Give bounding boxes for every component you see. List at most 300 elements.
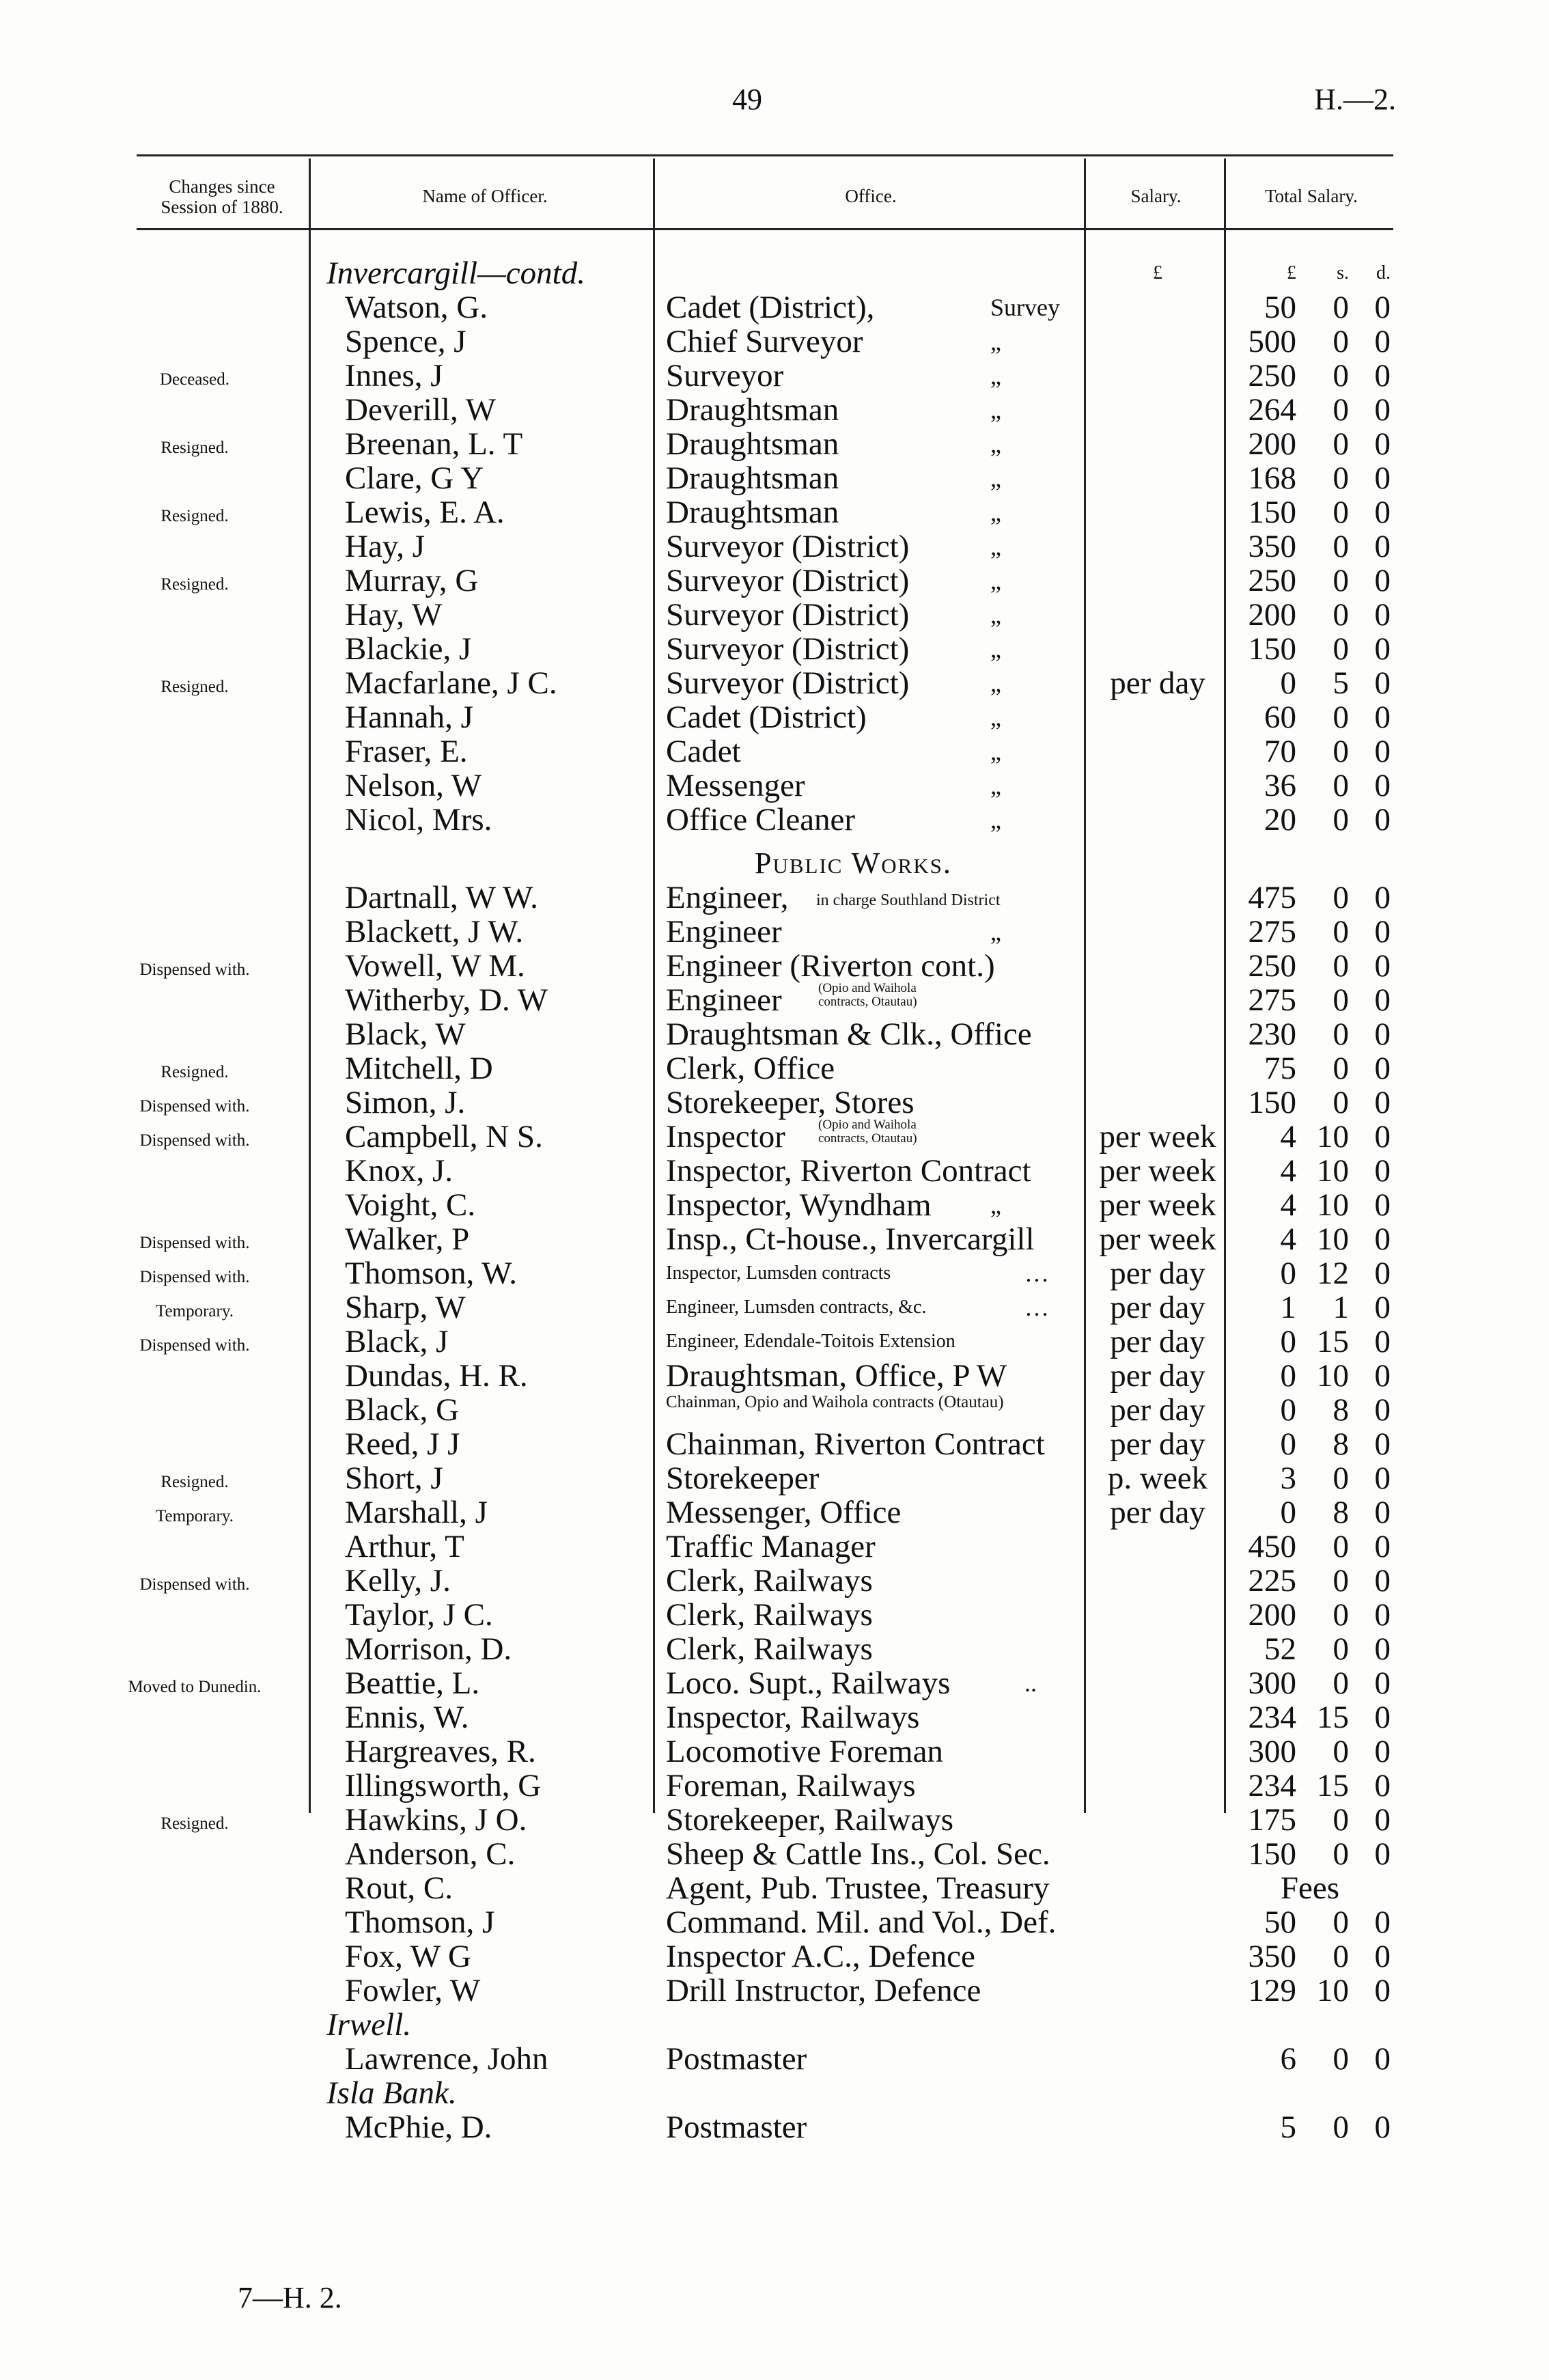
table-row — [0, 1222, 1549, 1256]
total-pounds: 450 — [1248, 1529, 1296, 1564]
total-pounds: 0 — [1280, 665, 1296, 701]
total-pence: 0 — [1374, 1836, 1391, 1872]
total-pence: 0 — [1374, 290, 1391, 325]
total-pounds: 150 — [1248, 631, 1296, 667]
ditto-mark: „ — [990, 533, 1001, 560]
salary-basis: p. week — [1107, 1461, 1208, 1496]
table-row — [0, 1939, 1549, 1974]
office-title: Clerk, Railways — [666, 1563, 873, 1599]
table-row — [0, 598, 1549, 632]
total-shillings: 0 — [1332, 1529, 1349, 1564]
total-pence: 0 — [1374, 914, 1391, 950]
signature-mark: 7—H. 2. — [238, 2281, 342, 2314]
office-title: Draughtsman, Office, P W — [666, 1358, 1007, 1394]
officer-name: Macfarlane, J C. — [345, 665, 557, 701]
total-pounds: 200 — [1248, 426, 1296, 462]
place-heading: Irwell. — [326, 2007, 412, 2043]
office-title: Surveyor (District) — [666, 631, 910, 667]
change-note: Resigned. — [161, 1063, 229, 1081]
office-note: .. — [1024, 1670, 1037, 1697]
ditto-mark: „ — [990, 738, 1001, 765]
table-row — [0, 1871, 1549, 1905]
table-row — [0, 495, 1549, 529]
change-note: Dispensed with. — [139, 1268, 250, 1286]
total-shillings: 0 — [1332, 880, 1349, 915]
office-title: Inspector A.C., Defence — [666, 1939, 975, 1974]
office-title: Agent, Pub. Trustee, Treasury — [666, 1870, 1050, 1906]
table-row — [0, 803, 1549, 837]
total-pounds: 4 — [1280, 1153, 1296, 1189]
section-heading: Public Works. — [755, 846, 952, 880]
change-note: Dispensed with. — [139, 1336, 250, 1355]
total-shillings: 8 — [1332, 1392, 1349, 1428]
officer-name: Campbell, N S. — [345, 1119, 543, 1154]
total-shillings: 0 — [1332, 460, 1349, 496]
total-pounds: 70 — [1264, 734, 1296, 769]
document-reference: H.—2. — [1314, 83, 1396, 116]
officer-name: Breenan, L. T — [345, 426, 523, 462]
total-pence: 0 — [1374, 495, 1391, 530]
office-title: Inspector — [666, 1119, 785, 1154]
total-pounds: 350 — [1248, 529, 1296, 564]
office-title: Chainman, Opio and Waihola contracts (Otautau) — [666, 1393, 1004, 1411]
total-pounds: 5 — [1280, 2109, 1296, 2145]
office-title: Cadet (District), — [666, 290, 875, 325]
salary-basis: per day — [1110, 1495, 1205, 1530]
section-heading-row — [0, 837, 1549, 881]
total-pounds: 275 — [1248, 982, 1296, 1018]
total-pounds: 275 — [1248, 914, 1296, 950]
total-shillings: 0 — [1332, 914, 1349, 950]
officer-name: Fraser, E. — [345, 734, 468, 769]
total-pence: 0 — [1374, 426, 1391, 462]
total-pounds: 50 — [1264, 290, 1296, 325]
total-shillings: 0 — [1332, 1802, 1349, 1838]
table-row — [0, 461, 1549, 495]
salary-basis: per week — [1099, 1119, 1216, 1154]
total-pence: 0 — [1374, 1939, 1391, 1974]
total-pence: 0 — [1374, 1802, 1391, 1838]
total-pounds: 4 — [1280, 1221, 1296, 1257]
change-note: Deceased. — [159, 370, 229, 389]
table-row — [0, 1085, 1549, 1120]
place-row — [0, 2076, 1549, 2110]
total-pence: 0 — [1374, 2041, 1391, 2077]
total-pounds: 0 — [1280, 1358, 1296, 1394]
total-pence: 0 — [1374, 1631, 1391, 1667]
office-title: Messenger — [666, 768, 805, 803]
ditto-mark: „ — [990, 499, 1001, 526]
officer-name: Witherby, D. W — [345, 982, 548, 1018]
total-pounds: 129 — [1248, 1973, 1296, 2008]
office-title: Loco. Supt., Railways — [666, 1665, 951, 1701]
table-row — [0, 666, 1549, 700]
office-title: Engineer (Riverton cont.) — [666, 948, 995, 984]
office-title: Chainman, Riverton Contract — [666, 1426, 1045, 1462]
total-pence: 0 — [1374, 1905, 1391, 1940]
table-row — [0, 1461, 1549, 1495]
total-shillings: 0 — [1332, 2109, 1349, 2145]
officer-name: Lawrence, John — [345, 2041, 548, 2077]
total-pounds: 168 — [1248, 460, 1296, 496]
salary-basis: per day — [1110, 1392, 1205, 1428]
total-shillings: 0 — [1332, 802, 1349, 838]
total-pence: 0 — [1374, 2109, 1391, 2145]
total-shillings: 10 — [1317, 1973, 1349, 2008]
table-row — [0, 1290, 1549, 1325]
office-title: Engineer — [666, 914, 782, 950]
office-title: Clerk, Office — [666, 1051, 835, 1086]
total-pounds: 264 — [1248, 392, 1296, 428]
total-shillings: 0 — [1332, 982, 1349, 1018]
salary-basis: per week — [1099, 1187, 1216, 1223]
total-pounds: 234 — [1248, 1768, 1296, 1803]
total-pence: 0 — [1374, 1392, 1391, 1428]
office-title: Inspector, Riverton Contract — [666, 1153, 1031, 1189]
salary-unit: £ — [1153, 262, 1162, 283]
pounds-unit: £ — [1287, 262, 1296, 283]
public-works-rows — [0, 881, 1549, 2008]
total-shillings: 0 — [1332, 1461, 1349, 1496]
shillings-unit: s. — [1337, 262, 1349, 283]
table-row — [0, 1120, 1549, 1154]
office-title: Inspector, Wyndham — [666, 1187, 932, 1223]
change-note: Resigned. — [161, 1473, 229, 1491]
change-note: Dispensed with. — [139, 960, 250, 979]
change-note: Dispensed with. — [139, 1131, 250, 1150]
table-row — [0, 427, 1549, 461]
ditto-mark: „ — [990, 601, 1001, 628]
total-pence: 0 — [1374, 1973, 1391, 2008]
total-shillings: 0 — [1332, 2041, 1349, 2077]
officer-name: Reed, J J — [345, 1426, 460, 1462]
office-title: Surveyor (District) — [666, 529, 910, 564]
office-title: Draughtsman — [666, 460, 839, 496]
total-pence: 0 — [1374, 734, 1391, 769]
place-heading: Invercargill—contd. — [326, 255, 585, 291]
total-shillings: 0 — [1332, 1665, 1349, 1701]
officer-name: Short, J — [345, 1461, 443, 1496]
officer-name: Marshall, J — [345, 1495, 488, 1530]
table-row — [0, 881, 1549, 915]
table-row — [0, 529, 1549, 564]
total-shillings: 10 — [1317, 1119, 1349, 1154]
officer-name: Clare, G Y — [345, 460, 484, 496]
column-header-office: Office. — [845, 186, 897, 206]
total-pence: 0 — [1374, 1529, 1391, 1564]
total-pence: 0 — [1374, 597, 1391, 633]
total-pence: 0 — [1374, 1016, 1391, 1052]
change-note: Moved to Dunedin. — [128, 1678, 262, 1696]
salary-basis: per day — [1110, 1324, 1205, 1359]
total-pence: 0 — [1374, 1324, 1391, 1359]
table-row — [0, 769, 1549, 803]
officer-name: Mitchell, D — [345, 1051, 493, 1086]
total-pounds: 36 — [1264, 768, 1296, 803]
total-pence: 0 — [1374, 324, 1391, 359]
total-pounds: 150 — [1248, 1085, 1296, 1120]
total-shillings: 0 — [1332, 529, 1349, 564]
total-pounds: 234 — [1248, 1700, 1296, 1735]
table-row — [0, 1256, 1549, 1290]
change-note: Temporary. — [156, 1302, 234, 1320]
total-shillings: 0 — [1332, 358, 1349, 393]
officer-name: Arthur, T — [345, 1529, 464, 1564]
office-title: Surveyor (District) — [666, 597, 910, 633]
total-pence: 0 — [1374, 1221, 1391, 1257]
officer-name: Hannah, J — [345, 700, 473, 735]
officer-name: McPhie, D. — [345, 2109, 492, 2145]
ditto-mark: Survey — [990, 294, 1060, 321]
ditto-mark: „ — [990, 704, 1001, 731]
change-note: Resigned. — [161, 1814, 229, 1833]
officer-name: Taylor, J C. — [345, 1597, 493, 1633]
total-shillings: 0 — [1332, 1905, 1349, 1940]
office-title: Cadet — [666, 734, 741, 769]
total-pence: 0 — [1374, 1085, 1391, 1120]
officer-name: Walker, P — [345, 1221, 470, 1257]
officer-name: Illingsworth, G — [345, 1768, 542, 1803]
total-pence: 0 — [1374, 563, 1391, 598]
office-title: Storekeeper, Stores — [666, 1085, 915, 1120]
table-row — [0, 915, 1549, 949]
officer-name: Blackett, J W. — [345, 914, 524, 950]
office-note: „ — [990, 1191, 1001, 1219]
salary-basis: per day — [1110, 1256, 1205, 1291]
total-shillings: 5 — [1332, 665, 1349, 701]
officer-name: Vowell, W M. — [345, 948, 525, 984]
total-pence: 0 — [1374, 1768, 1391, 1803]
table-row — [0, 1666, 1549, 1700]
office-note: … — [1024, 1260, 1049, 1287]
office-title: Chief Surveyor — [666, 324, 863, 359]
total-shillings: 8 — [1332, 1495, 1349, 1530]
total-shillings: 0 — [1332, 1597, 1349, 1633]
office-title: Clerk, Railways — [666, 1597, 873, 1633]
invercargill-rows — [0, 290, 1549, 837]
office-title: Draughtsman — [666, 392, 839, 428]
total-pounds: 20 — [1264, 802, 1296, 838]
total-pence: 0 — [1374, 358, 1391, 393]
total-pence: 0 — [1374, 392, 1391, 428]
total-pence: 0 — [1374, 1563, 1391, 1599]
officer-name: Ennis, W. — [345, 1700, 469, 1735]
ditto-mark: „ — [990, 669, 1001, 697]
office-title: Draughtsman & Clk., Office — [666, 1016, 1032, 1052]
officer-name: Simon, J. — [345, 1085, 466, 1120]
office-title: Draughtsman — [666, 495, 839, 530]
office-title: Drill Instructor, Defence — [666, 1973, 981, 2008]
total-pence: 0 — [1374, 768, 1391, 803]
officer-name: Morrison, D. — [345, 1631, 512, 1667]
total-shillings: 0 — [1332, 1836, 1349, 1872]
total-pounds: 150 — [1248, 495, 1296, 530]
total-shillings: 12 — [1317, 1256, 1349, 1291]
office-title: Surveyor — [666, 358, 784, 393]
total-shillings: 15 — [1317, 1324, 1349, 1359]
salary-basis: per day — [1110, 1358, 1205, 1394]
table-row — [0, 1632, 1549, 1666]
office-note: … — [1024, 1294, 1049, 1321]
total-shillings: 0 — [1332, 426, 1349, 462]
office-title: Engineer, — [666, 880, 789, 915]
total-pence: 0 — [1374, 1187, 1391, 1223]
table-header-rule — [137, 228, 1393, 230]
total-shillings: 0 — [1332, 495, 1349, 530]
office-title: Clerk, Railways — [666, 1631, 873, 1667]
place-row — [0, 2008, 1549, 2042]
total-shillings: 0 — [1332, 1631, 1349, 1667]
place-row — [0, 256, 1549, 290]
total-pounds: 52 — [1264, 1631, 1296, 1667]
salary-basis: per day — [1110, 1426, 1205, 1462]
total-shillings: 0 — [1332, 948, 1349, 984]
total-pence: 0 — [1374, 631, 1391, 667]
officer-name: Fowler, W — [345, 1973, 481, 2008]
office-title: Engineer, Lumsden contracts, &c. — [666, 1297, 927, 1318]
total-pence: 0 — [1374, 529, 1391, 564]
table-row — [0, 324, 1549, 359]
office-title: Locomotive Foreman — [666, 1734, 943, 1769]
salary-basis: per day — [1110, 665, 1205, 701]
total-shillings: 10 — [1317, 1221, 1349, 1257]
table-row — [0, 949, 1549, 983]
total-pence: 0 — [1374, 948, 1391, 984]
total-pence: 0 — [1374, 1290, 1391, 1325]
officer-name: Thomson, J — [345, 1905, 495, 1940]
pence-unit: d. — [1376, 262, 1391, 283]
officer-name: Hay, W — [345, 597, 443, 633]
ditto-mark: „ — [990, 362, 1001, 389]
officer-name: Rout, C. — [345, 1870, 453, 1906]
total-pence: 0 — [1374, 1051, 1391, 1086]
office-title: Cadet (District) — [666, 700, 867, 735]
table-top-rule — [137, 154, 1393, 156]
ditto-mark: „ — [990, 772, 1001, 799]
total-pounds: 475 — [1248, 880, 1296, 915]
table-row — [0, 1974, 1549, 2008]
office-title: Postmaster — [666, 2109, 807, 2145]
officer-name: Black, W — [345, 1016, 466, 1052]
total-shillings: 0 — [1332, 1085, 1349, 1120]
total-shillings: 10 — [1317, 1187, 1349, 1223]
total-shillings: 0 — [1332, 631, 1349, 667]
total-pence: 0 — [1374, 802, 1391, 838]
change-note: Resigned. — [161, 439, 229, 457]
officer-name: Knox, J. — [345, 1153, 453, 1189]
total-shillings: 1 — [1332, 1290, 1349, 1325]
total-pounds: 250 — [1248, 358, 1296, 393]
change-note: Temporary. — [156, 1507, 234, 1525]
total-pounds: 4 — [1280, 1119, 1296, 1154]
table-row — [0, 1017, 1549, 1051]
total-shillings: 0 — [1332, 597, 1349, 633]
office-title: Postmaster — [666, 2041, 807, 2077]
total-salary-text: Fees — [1280, 1870, 1340, 1906]
total-pounds: 60 — [1264, 700, 1296, 735]
table-row — [0, 2042, 1549, 2076]
total-shillings: 15 — [1317, 1700, 1349, 1735]
total-shillings: 0 — [1332, 734, 1349, 769]
total-pounds: 3 — [1280, 1461, 1296, 1496]
table-row — [0, 359, 1549, 393]
total-pounds: 175 — [1248, 1802, 1296, 1838]
officer-name: Hargreaves, R. — [345, 1734, 536, 1769]
place-heading: Isla Bank. — [326, 2075, 457, 2111]
table-row — [0, 564, 1549, 598]
table-row — [0, 1427, 1549, 1461]
change-note: Dispensed with. — [139, 1575, 250, 1594]
office-title: Sheep & Cattle Ins., Col. Sec. — [666, 1836, 1050, 1872]
change-note: Dispensed with. — [139, 1097, 250, 1116]
office-title: Surveyor (District) — [666, 665, 910, 701]
total-pence: 0 — [1374, 1358, 1391, 1394]
change-note: Resigned. — [161, 507, 229, 525]
ditto-mark: „ — [990, 465, 1001, 492]
total-shillings: 0 — [1332, 1939, 1349, 1974]
total-shillings: 8 — [1332, 1426, 1349, 1462]
total-shillings: 0 — [1332, 324, 1349, 359]
total-pounds: 300 — [1248, 1734, 1296, 1769]
total-pence: 0 — [1374, 1153, 1391, 1189]
office-title: Command. Mil. and Vol., Def. — [666, 1905, 1057, 1940]
officer-name: Black, J — [345, 1324, 449, 1359]
office-title: Engineer — [666, 982, 782, 1018]
officer-name: Thomson, W. — [345, 1256, 518, 1291]
total-shillings: 0 — [1332, 1051, 1349, 1086]
officer-name: Lewis, E. A. — [345, 495, 505, 530]
total-shillings: 10 — [1317, 1153, 1349, 1189]
total-pence: 0 — [1374, 1461, 1391, 1496]
table-row — [0, 1188, 1549, 1222]
total-pounds: 200 — [1248, 1597, 1296, 1633]
officer-name: Nelson, W — [345, 768, 482, 803]
salary-basis: per week — [1099, 1221, 1216, 1257]
total-shillings: 0 — [1332, 1563, 1349, 1599]
table-row — [0, 734, 1549, 769]
total-pounds: 0 — [1280, 1392, 1296, 1428]
change-note: Resigned. — [161, 575, 229, 594]
total-pounds: 200 — [1248, 597, 1296, 633]
total-shillings: 0 — [1332, 1016, 1349, 1052]
total-pounds: 300 — [1248, 1665, 1296, 1701]
table-row — [0, 1769, 1549, 1803]
total-pounds: 350 — [1248, 1939, 1296, 1974]
column-header-changes: Changes since Session of 1880. — [161, 176, 283, 217]
officer-name: Dundas, H. R. — [345, 1358, 528, 1394]
table-row — [0, 2110, 1549, 2144]
officer-name: Dartnall, W W. — [345, 880, 538, 915]
total-pounds: 250 — [1248, 563, 1296, 598]
ditto-mark: „ — [990, 328, 1001, 355]
ditto-mark: „ — [990, 396, 1001, 424]
total-pounds: 0 — [1280, 1324, 1296, 1359]
total-pounds: 230 — [1248, 1016, 1296, 1052]
office-title: Engineer, Edendale-Toitois Extension — [666, 1331, 955, 1352]
office-title: Storekeeper, Railways — [666, 1802, 953, 1838]
table-row — [0, 1325, 1549, 1359]
officer-name: Sharp, W — [345, 1290, 466, 1325]
total-pounds: 0 — [1280, 1426, 1296, 1462]
total-shillings: 0 — [1332, 563, 1349, 598]
total-pounds: 75 — [1264, 1051, 1296, 1086]
total-pounds: 150 — [1248, 1836, 1296, 1872]
table-row — [0, 983, 1549, 1017]
salary-basis: per day — [1110, 1290, 1205, 1325]
change-note: Resigned. — [161, 678, 229, 696]
total-pence: 0 — [1374, 700, 1391, 735]
table-row — [0, 632, 1549, 666]
